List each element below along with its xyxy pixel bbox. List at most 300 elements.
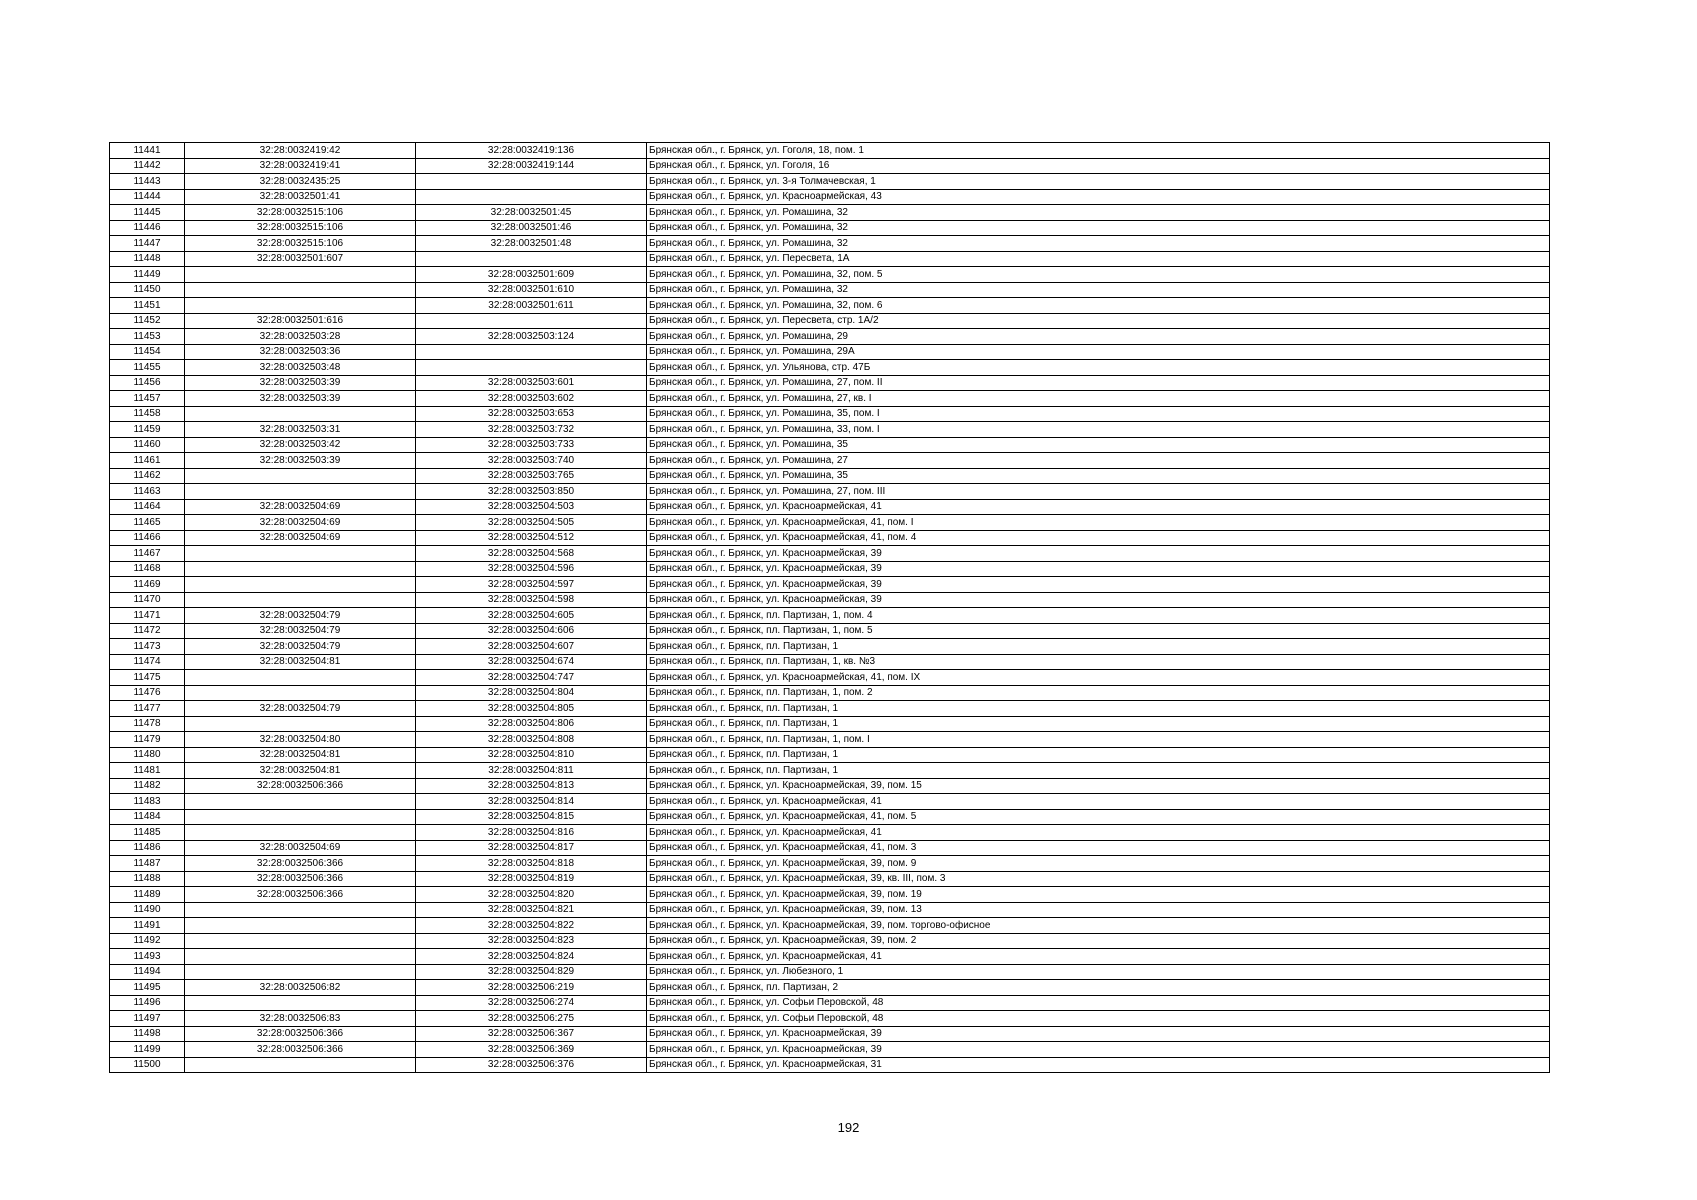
registry-table <box>109 142 1550 1073</box>
land-cadastral-number-cell <box>185 949 416 965</box>
row-number-cell: 11479 <box>110 732 185 748</box>
building-cadastral-number-cell: 32:28:0032504:810 <box>416 747 647 763</box>
building-cadastral-number-cell: 32:28:0032504:816 <box>416 825 647 841</box>
table-row <box>110 871 1550 887</box>
land-cadastral-number-cell <box>185 918 416 934</box>
building-cadastral-number-cell: 32:28:0032503:850 <box>416 484 647 500</box>
land-cadastral-number-cell: 32:28:0032504:81 <box>185 763 416 779</box>
row-number-cell: 11465 <box>110 515 185 531</box>
row-number-cell: 11492 <box>110 933 185 949</box>
address-cell: Брянская обл., г. Брянск, ул. Красноармейская, 43 <box>647 189 1550 205</box>
land-cadastral-number-cell: 32:28:0032506:366 <box>185 778 416 794</box>
land-cadastral-number-cell <box>185 794 416 810</box>
table-row <box>110 484 1550 500</box>
table-row <box>110 592 1550 608</box>
row-number-cell: 11458 <box>110 406 185 422</box>
row-number-cell: 11463 <box>110 484 185 500</box>
row-number-cell: 11497 <box>110 1011 185 1027</box>
building-cadastral-number-cell: 32:28:0032503:740 <box>416 453 647 469</box>
row-number-cell: 11471 <box>110 608 185 624</box>
row-number-cell: 11442 <box>110 158 185 174</box>
address-cell: Брянская обл., г. Брянск, ул. Ромашина, 32 <box>647 282 1550 298</box>
row-number-cell: 11468 <box>110 561 185 577</box>
land-cadastral-number-cell: 32:28:0032506:366 <box>185 856 416 872</box>
building-cadastral-number-cell: 32:28:0032504:804 <box>416 685 647 701</box>
building-cadastral-number-cell: 32:28:0032504:811 <box>416 763 647 779</box>
row-number-cell: 11495 <box>110 980 185 996</box>
table-row <box>110 809 1550 825</box>
row-number-cell: 11449 <box>110 267 185 283</box>
land-cadastral-number-cell: 32:28:0032501:41 <box>185 189 416 205</box>
table-row <box>110 360 1550 376</box>
page-number: 192 <box>837 1120 860 1135</box>
address-cell: Брянская обл., г. Брянск, ул. Красноармейская, 41, пом. I <box>647 515 1550 531</box>
building-cadastral-number-cell: 32:28:0032504:817 <box>416 840 647 856</box>
building-cadastral-number-cell: 32:28:0032504:822 <box>416 918 647 934</box>
address-cell: Брянская обл., г. Брянск, ул. Красноармейская, 39 <box>647 1042 1550 1058</box>
table-row <box>110 980 1550 996</box>
row-number-cell: 11473 <box>110 639 185 655</box>
address-cell: Брянская обл., г. Брянск, ул. Софьи Перовской, 48 <box>647 995 1550 1011</box>
land-cadastral-number-cell: 32:28:0032419:41 <box>185 158 416 174</box>
row-number-cell: 11461 <box>110 453 185 469</box>
table-row <box>110 887 1550 903</box>
table-row <box>110 933 1550 949</box>
building-cadastral-number-cell: 32:28:0032504:598 <box>416 592 647 608</box>
building-cadastral-number-cell: 32:28:0032506:274 <box>416 995 647 1011</box>
table-row <box>110 298 1550 314</box>
table-row <box>110 639 1550 655</box>
building-cadastral-number-cell: 32:28:0032503:602 <box>416 391 647 407</box>
address-cell: Брянская обл., г. Брянск, ул. Ромашина, 32, пом. 6 <box>647 298 1550 314</box>
address-cell: Брянская обл., г. Брянск, пл. Партизан, 1 <box>647 747 1550 763</box>
land-cadastral-number-cell <box>185 825 416 841</box>
land-cadastral-number-cell <box>185 577 416 593</box>
row-number-cell: 11456 <box>110 375 185 391</box>
building-cadastral-number-cell: 32:28:0032504:512 <box>416 530 647 546</box>
building-cadastral-number-cell: 32:28:0032501:610 <box>416 282 647 298</box>
building-cadastral-number-cell: 32:28:0032503:124 <box>416 329 647 345</box>
land-cadastral-number-cell: 32:28:0032504:80 <box>185 732 416 748</box>
table-row <box>110 561 1550 577</box>
building-cadastral-number-cell: 32:28:0032504:606 <box>416 623 647 639</box>
row-number-cell: 11453 <box>110 329 185 345</box>
table-row <box>110 856 1550 872</box>
building-cadastral-number-cell: 32:28:0032501:46 <box>416 220 647 236</box>
row-number-cell: 11451 <box>110 298 185 314</box>
table-row <box>110 1042 1550 1058</box>
table-row <box>110 701 1550 717</box>
table-row <box>110 608 1550 624</box>
row-number-cell: 11462 <box>110 468 185 484</box>
row-number-cell: 11483 <box>110 794 185 810</box>
address-cell: Брянская обл., г. Брянск, ул. Пересвета, 1А <box>647 251 1550 267</box>
table-row <box>110 949 1550 965</box>
land-cadastral-number-cell <box>185 468 416 484</box>
address-cell: Брянская обл., г. Брянск, ул. Красноармейская, 39 <box>647 561 1550 577</box>
table-row <box>110 251 1550 267</box>
address-cell: Брянская обл., г. Брянск, ул. Красноармейская, 39 <box>647 577 1550 593</box>
land-cadastral-number-cell: 32:28:0032419:42 <box>185 143 416 159</box>
row-number-cell: 11452 <box>110 313 185 329</box>
table-row <box>110 406 1550 422</box>
table-row <box>110 1026 1550 1042</box>
address-cell: Брянская обл., г. Брянск, ул. Гоголя, 16 <box>647 158 1550 174</box>
address-cell: Брянская обл., г. Брянск, ул. Красноармейская, 41 <box>647 794 1550 810</box>
row-number-cell: 11488 <box>110 871 185 887</box>
land-cadastral-number-cell <box>185 561 416 577</box>
building-cadastral-number-cell: 32:28:0032501:45 <box>416 205 647 221</box>
building-cadastral-number-cell: 32:28:0032504:818 <box>416 856 647 872</box>
table-row <box>110 515 1550 531</box>
address-cell: Брянская обл., г. Брянск, ул. Красноармейская, 39 <box>647 546 1550 562</box>
building-cadastral-number-cell <box>416 251 647 267</box>
building-cadastral-number-cell: 32:28:0032503:732 <box>416 422 647 438</box>
building-cadastral-number-cell: 32:28:0032504:805 <box>416 701 647 717</box>
land-cadastral-number-cell <box>185 809 416 825</box>
land-cadastral-number-cell: 32:28:0032504:81 <box>185 747 416 763</box>
land-cadastral-number-cell <box>185 685 416 701</box>
address-cell: Брянская обл., г. Брянск, ул. Гоголя, 18, пом. 1 <box>647 143 1550 159</box>
address-cell: Брянская обл., г. Брянск, ул. Красноармейская, 41, пом. 4 <box>647 530 1550 546</box>
address-cell: Брянская обл., г. Брянск, ул. Ромашина, 29 <box>647 329 1550 345</box>
building-cadastral-number-cell: 32:28:0032504:597 <box>416 577 647 593</box>
row-number-cell: 11496 <box>110 995 185 1011</box>
row-number-cell: 11489 <box>110 887 185 903</box>
table-row <box>110 282 1550 298</box>
address-cell: Брянская обл., г. Брянск, ул. Красноармейская, 41, пом. 3 <box>647 840 1550 856</box>
land-cadastral-number-cell: 32:28:0032503:48 <box>185 360 416 376</box>
building-cadastral-number-cell: 32:28:0032419:136 <box>416 143 647 159</box>
land-cadastral-number-cell: 32:28:0032503:42 <box>185 437 416 453</box>
address-cell: Брянская обл., г. Брянск, ул. Красноармейская, 39, пом. 19 <box>647 887 1550 903</box>
building-cadastral-number-cell: 32:28:0032504:813 <box>416 778 647 794</box>
table-row <box>110 468 1550 484</box>
row-number-cell: 11487 <box>110 856 185 872</box>
row-number-cell: 11486 <box>110 840 185 856</box>
table-row <box>110 778 1550 794</box>
table-row <box>110 391 1550 407</box>
building-cadastral-number-cell: 32:28:0032504:820 <box>416 887 647 903</box>
land-cadastral-number-cell: 32:28:0032504:81 <box>185 654 416 670</box>
land-cadastral-number-cell <box>185 995 416 1011</box>
table-row <box>110 205 1550 221</box>
address-cell: Брянская обл., г. Брянск, ул. Красноармейская, 39, пом. 15 <box>647 778 1550 794</box>
address-cell: Брянская обл., г. Брянск, ул. Ромашина, 27, пом. III <box>647 484 1550 500</box>
table-row <box>110 220 1550 236</box>
row-number-cell: 11482 <box>110 778 185 794</box>
table-row <box>110 143 1550 159</box>
row-number-cell: 11467 <box>110 546 185 562</box>
land-cadastral-number-cell: 32:28:0032504:79 <box>185 623 416 639</box>
address-cell: Брянская обл., г. Брянск, ул. Красноармейская, 41 <box>647 499 1550 515</box>
land-cadastral-number-cell: 32:28:0032515:106 <box>185 205 416 221</box>
row-number-cell: 11444 <box>110 189 185 205</box>
table-row <box>110 794 1550 810</box>
land-cadastral-number-cell: 32:28:0032506:83 <box>185 1011 416 1027</box>
address-cell: Брянская обл., г. Брянск, ул. Красноармейская, 39, пом. 2 <box>647 933 1550 949</box>
address-cell: Брянская обл., г. Брянск, ул. Софьи Перовской, 48 <box>647 1011 1550 1027</box>
table-row <box>110 158 1550 174</box>
row-number-cell: 11464 <box>110 499 185 515</box>
table-row <box>110 654 1550 670</box>
address-cell: Брянская обл., г. Брянск, ул. Красноармейская, 39 <box>647 1026 1550 1042</box>
land-cadastral-number-cell: 32:28:0032503:36 <box>185 344 416 360</box>
address-cell: Брянская обл., г. Брянск, ул. Ромашина, 27, кв. I <box>647 391 1550 407</box>
row-number-cell: 11493 <box>110 949 185 965</box>
table-row <box>110 174 1550 190</box>
address-cell: Брянская обл., г. Брянск, ул. Красноармейская, 39, пом. 13 <box>647 902 1550 918</box>
building-cadastral-number-cell: 32:28:0032506:369 <box>416 1042 647 1058</box>
row-number-cell: 11490 <box>110 902 185 918</box>
building-cadastral-number-cell: 32:28:0032506:367 <box>416 1026 647 1042</box>
building-cadastral-number-cell <box>416 174 647 190</box>
land-cadastral-number-cell: 32:28:0032506:366 <box>185 887 416 903</box>
row-number-cell: 11500 <box>110 1057 185 1073</box>
land-cadastral-number-cell: 32:28:0032506:366 <box>185 1026 416 1042</box>
row-number-cell: 11499 <box>110 1042 185 1058</box>
table-row <box>110 840 1550 856</box>
address-cell: Брянская обл., г. Брянск, ул. Ромашина, 32 <box>647 205 1550 221</box>
land-cadastral-number-cell: 32:28:0032504:79 <box>185 639 416 655</box>
building-cadastral-number-cell <box>416 360 647 376</box>
row-number-cell: 11494 <box>110 964 185 980</box>
row-number-cell: 11480 <box>110 747 185 763</box>
building-cadastral-number-cell: 32:28:0032419:144 <box>416 158 647 174</box>
table-row <box>110 964 1550 980</box>
address-cell: Брянская обл., г. Брянск, ул. Красноармейская, 41 <box>647 949 1550 965</box>
building-cadastral-number-cell: 32:28:0032504:819 <box>416 871 647 887</box>
address-cell: Брянская обл., г. Брянск, ул. Красноармейская, 41, пом. IX <box>647 670 1550 686</box>
row-number-cell: 11475 <box>110 670 185 686</box>
table-row <box>110 577 1550 593</box>
row-number-cell: 11457 <box>110 391 185 407</box>
row-number-cell: 11450 <box>110 282 185 298</box>
address-cell: Брянская обл., г. Брянск, ул. Ромашина, 29А <box>647 344 1550 360</box>
land-cadastral-number-cell <box>185 592 416 608</box>
land-cadastral-number-cell <box>185 933 416 949</box>
building-cadastral-number-cell: 32:28:0032504:821 <box>416 902 647 918</box>
table-row <box>110 918 1550 934</box>
land-cadastral-number-cell: 32:28:0032504:69 <box>185 499 416 515</box>
row-number-cell: 11441 <box>110 143 185 159</box>
address-cell: Брянская обл., г. Брянск, ул. Красноармейская, 39 <box>647 592 1550 608</box>
building-cadastral-number-cell: 32:28:0032501:48 <box>416 236 647 252</box>
table-row <box>110 267 1550 283</box>
land-cadastral-number-cell: 32:28:0032504:79 <box>185 608 416 624</box>
address-cell: Брянская обл., г. Брянск, ул. Ромашина, 32 <box>647 220 1550 236</box>
building-cadastral-number-cell: 32:28:0032506:275 <box>416 1011 647 1027</box>
table-row <box>110 732 1550 748</box>
table-row <box>110 825 1550 841</box>
row-number-cell: 11447 <box>110 236 185 252</box>
land-cadastral-number-cell: 32:28:0032503:39 <box>185 375 416 391</box>
address-cell: Брянская обл., г. Брянск, ул. Красноармейская, 39, пом. 9 <box>647 856 1550 872</box>
address-cell: Брянская обл., г. Брянск, пл. Партизан, 1 <box>647 639 1550 655</box>
land-cadastral-number-cell <box>185 298 416 314</box>
building-cadastral-number-cell: 32:28:0032504:747 <box>416 670 647 686</box>
address-cell: Брянская обл., г. Брянск, ул. Ульянова, стр. 47Б <box>647 360 1550 376</box>
land-cadastral-number-cell: 32:28:0032506:366 <box>185 1042 416 1058</box>
land-cadastral-number-cell: 32:28:0032506:82 <box>185 980 416 996</box>
land-cadastral-number-cell <box>185 716 416 732</box>
land-cadastral-number-cell <box>185 406 416 422</box>
row-number-cell: 11469 <box>110 577 185 593</box>
address-cell: Брянская обл., г. Брянск, пл. Партизан, 2 <box>647 980 1550 996</box>
land-cadastral-number-cell: 32:28:0032504:79 <box>185 701 416 717</box>
land-cadastral-number-cell: 32:28:0032503:39 <box>185 391 416 407</box>
address-cell: Брянская обл., г. Брянск, пл. Партизан, 1 <box>647 763 1550 779</box>
address-cell: Брянская обл., г. Брянск, ул. Ромашина, 35 <box>647 468 1550 484</box>
land-cadastral-number-cell: 32:28:0032501:616 <box>185 313 416 329</box>
land-cadastral-number-cell: 32:28:0032515:106 <box>185 220 416 236</box>
table-row <box>110 1011 1550 1027</box>
building-cadastral-number-cell: 32:28:0032501:609 <box>416 267 647 283</box>
table-row <box>110 236 1550 252</box>
land-cadastral-number-cell <box>185 267 416 283</box>
address-cell: Брянская обл., г. Брянск, ул. Красноармейская, 41 <box>647 825 1550 841</box>
row-number-cell: 11443 <box>110 174 185 190</box>
building-cadastral-number-cell <box>416 189 647 205</box>
land-cadastral-number-cell: 32:28:0032503:31 <box>185 422 416 438</box>
table-row <box>110 716 1550 732</box>
address-cell: Брянская обл., г. Брянск, ул. Любезного, 1 <box>647 964 1550 980</box>
building-cadastral-number-cell: 32:28:0032503:653 <box>416 406 647 422</box>
table-row <box>110 530 1550 546</box>
land-cadastral-number-cell <box>185 964 416 980</box>
row-number-cell: 11466 <box>110 530 185 546</box>
row-number-cell: 11448 <box>110 251 185 267</box>
address-cell: Брянская обл., г. Брянск, ул. Пересвета, стр. 1А/2 <box>647 313 1550 329</box>
building-cadastral-number-cell: 32:28:0032504:503 <box>416 499 647 515</box>
building-cadastral-number-cell <box>416 344 647 360</box>
land-cadastral-number-cell <box>185 902 416 918</box>
row-number-cell: 11454 <box>110 344 185 360</box>
row-number-cell: 11474 <box>110 654 185 670</box>
table-row <box>110 763 1550 779</box>
address-cell: Брянская обл., г. Брянск, ул. 3-я Толмачевская, 1 <box>647 174 1550 190</box>
building-cadastral-number-cell: 32:28:0032504:568 <box>416 546 647 562</box>
table-row <box>110 329 1550 345</box>
land-cadastral-number-cell: 32:28:0032501:607 <box>185 251 416 267</box>
row-number-cell: 11484 <box>110 809 185 825</box>
building-cadastral-number-cell: 32:28:0032504:808 <box>416 732 647 748</box>
building-cadastral-number-cell: 32:28:0032506:219 <box>416 980 647 996</box>
address-cell: Брянская обл., г. Брянск, ул. Красноармейская, 39, кв. III, пом. 3 <box>647 871 1550 887</box>
row-number-cell: 11459 <box>110 422 185 438</box>
building-cadastral-number-cell: 32:28:0032501:611 <box>416 298 647 314</box>
building-cadastral-number-cell: 32:28:0032504:823 <box>416 933 647 949</box>
table-row <box>110 453 1550 469</box>
table-row <box>110 313 1550 329</box>
address-cell: Брянская обл., г. Брянск, пл. Партизан, 1 <box>647 716 1550 732</box>
building-cadastral-number-cell: 32:28:0032503:601 <box>416 375 647 391</box>
land-cadastral-number-cell: 32:28:0032515:106 <box>185 236 416 252</box>
table-row <box>110 747 1550 763</box>
land-cadastral-number-cell: 32:28:0032504:69 <box>185 840 416 856</box>
land-cadastral-number-cell <box>185 1057 416 1073</box>
building-cadastral-number-cell: 32:28:0032504:814 <box>416 794 647 810</box>
address-cell: Брянская обл., г. Брянск, ул. Ромашина, 35 <box>647 437 1550 453</box>
address-cell: Брянская обл., г. Брянск, ул. Ромашина, 32, пом. 5 <box>647 267 1550 283</box>
table-row <box>110 375 1550 391</box>
row-number-cell: 11470 <box>110 592 185 608</box>
table-row <box>110 546 1550 562</box>
row-number-cell: 11485 <box>110 825 185 841</box>
building-cadastral-number-cell: 32:28:0032504:607 <box>416 639 647 655</box>
row-number-cell: 11491 <box>110 918 185 934</box>
table-row <box>110 344 1550 360</box>
building-cadastral-number-cell: 32:28:0032504:829 <box>416 964 647 980</box>
address-cell: Брянская обл., г. Брянск, ул. Ромашина, 33, пом. I <box>647 422 1550 438</box>
table-row <box>110 189 1550 205</box>
row-number-cell: 11455 <box>110 360 185 376</box>
land-cadastral-number-cell <box>185 546 416 562</box>
building-cadastral-number-cell: 32:28:0032503:765 <box>416 468 647 484</box>
table-row <box>110 902 1550 918</box>
building-cadastral-number-cell: 32:28:0032504:674 <box>416 654 647 670</box>
land-cadastral-number-cell: 32:28:0032503:28 <box>185 329 416 345</box>
table-row <box>110 499 1550 515</box>
address-cell: Брянская обл., г. Брянск, пл. Партизан, 1, пом. 5 <box>647 623 1550 639</box>
address-cell: Брянская обл., г. Брянск, пл. Партизан, 1, пом. I <box>647 732 1550 748</box>
address-cell: Брянская обл., г. Брянск, пл. Партизан, 1 <box>647 701 1550 717</box>
land-cadastral-number-cell <box>185 670 416 686</box>
table-row <box>110 995 1550 1011</box>
land-cadastral-number-cell: 32:28:0032506:366 <box>185 871 416 887</box>
building-cadastral-number-cell: 32:28:0032503:733 <box>416 437 647 453</box>
building-cadastral-number-cell: 32:28:0032504:824 <box>416 949 647 965</box>
row-number-cell: 11446 <box>110 220 185 236</box>
building-cadastral-number-cell: 32:28:0032506:376 <box>416 1057 647 1073</box>
address-cell: Брянская обл., г. Брянск, ул. Ромашина, 27 <box>647 453 1550 469</box>
table-row <box>110 422 1550 438</box>
land-cadastral-number-cell: 32:28:0032503:39 <box>185 453 416 469</box>
land-cadastral-number-cell <box>185 484 416 500</box>
table-row <box>110 623 1550 639</box>
row-number-cell: 11477 <box>110 701 185 717</box>
address-cell: Брянская обл., г. Брянск, пл. Партизан, 1, кв. №3 <box>647 654 1550 670</box>
address-cell: Брянская обл., г. Брянск, ул. Красноармейская, 39, пом. торгово-офисное <box>647 918 1550 934</box>
row-number-cell: 11445 <box>110 205 185 221</box>
land-cadastral-number-cell: 32:28:0032435:25 <box>185 174 416 190</box>
building-cadastral-number-cell: 32:28:0032504:505 <box>416 515 647 531</box>
registry-table-body <box>110 143 1550 1073</box>
address-cell: Брянская обл., г. Брянск, ул. Ромашина, 32 <box>647 236 1550 252</box>
land-cadastral-number-cell <box>185 282 416 298</box>
land-cadastral-number-cell: 32:28:0032504:69 <box>185 515 416 531</box>
address-cell: Брянская обл., г. Брянск, пл. Партизан, 1, пом. 4 <box>647 608 1550 624</box>
table-row <box>110 670 1550 686</box>
row-number-cell: 11472 <box>110 623 185 639</box>
table-row <box>110 685 1550 701</box>
address-cell: Брянская обл., г. Брянск, ул. Красноармейская, 31 <box>647 1057 1550 1073</box>
row-number-cell: 11460 <box>110 437 185 453</box>
table-row <box>110 437 1550 453</box>
building-cadastral-number-cell: 32:28:0032504:815 <box>416 809 647 825</box>
address-cell: Брянская обл., г. Брянск, ул. Ромашина, 35, пом. I <box>647 406 1550 422</box>
land-cadastral-number-cell: 32:28:0032504:69 <box>185 530 416 546</box>
row-number-cell: 11478 <box>110 716 185 732</box>
building-cadastral-number-cell <box>416 313 647 329</box>
address-cell: Брянская обл., г. Брянск, пл. Партизан, 1, пом. 2 <box>647 685 1550 701</box>
address-cell: Брянская обл., г. Брянск, ул. Красноармейская, 41, пом. 5 <box>647 809 1550 825</box>
row-number-cell: 11476 <box>110 685 185 701</box>
table-row <box>110 1057 1550 1073</box>
address-cell: Брянская обл., г. Брянск, ул. Ромашина, 27, пом. II <box>647 375 1550 391</box>
row-number-cell: 11481 <box>110 763 185 779</box>
row-number-cell: 11498 <box>110 1026 185 1042</box>
